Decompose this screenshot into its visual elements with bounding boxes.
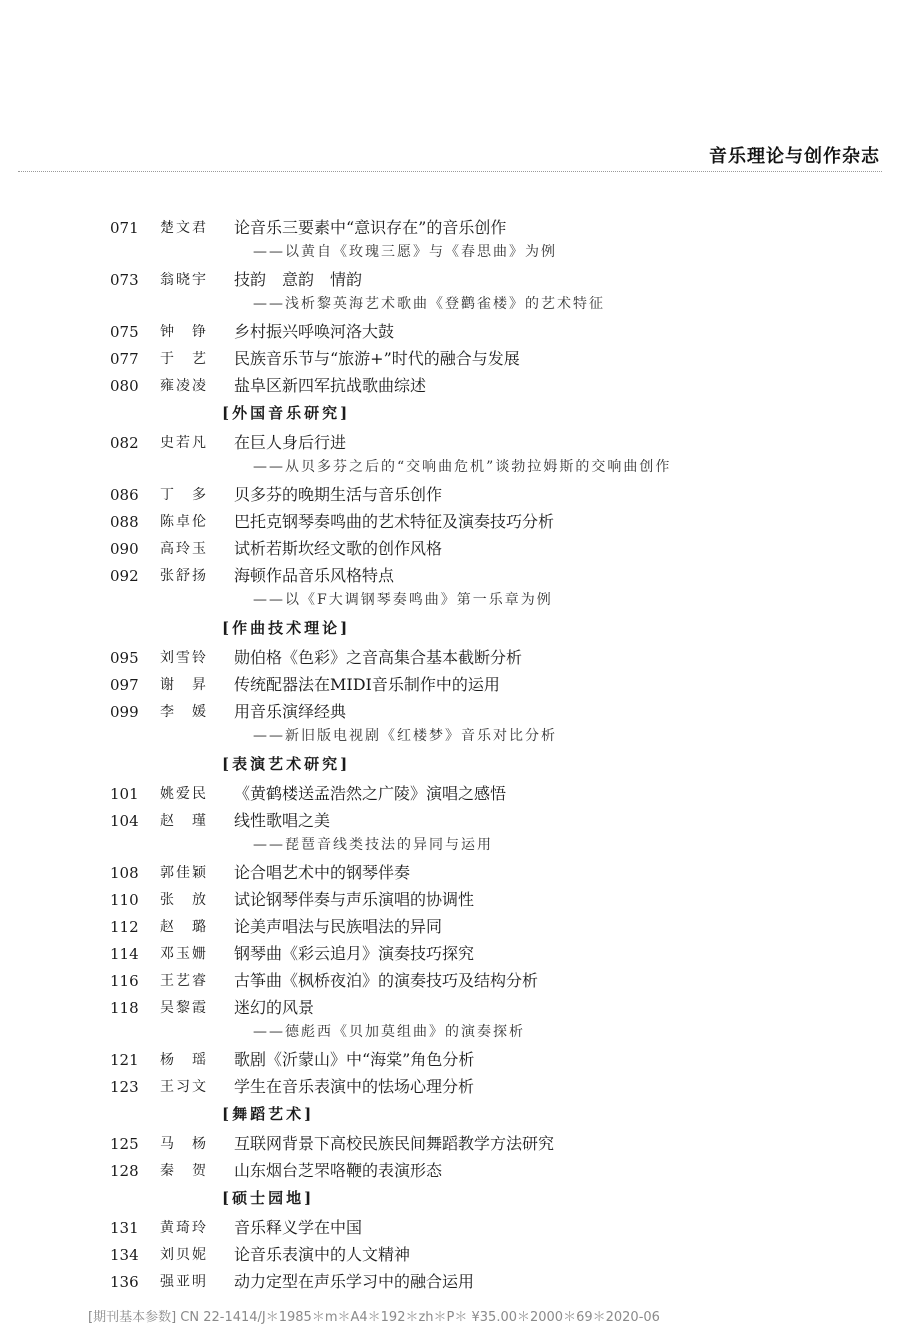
author-name: 雍凌凌	[160, 378, 208, 394]
section-heading	[0, 1185, 900, 1215]
page-number: 077	[110, 350, 139, 368]
article-subtitle: ——以黄自《玫瑰三愿》与《春思曲》为例	[253, 244, 557, 260]
author-name: 黄琦玲	[160, 1220, 208, 1236]
page-number: 086	[110, 486, 139, 504]
article-subtitle: ——琵琶音线类技法的异同与运用	[253, 837, 493, 853]
article-title: 论音乐三要素中“意识存在”的音乐创作	[234, 218, 507, 237]
toc-entry[interactable]	[0, 995, 900, 1047]
author-name: 郭佳颖	[160, 865, 208, 881]
article-title: 巴托克钢琴奏鸣曲的艺术特征及演奏技巧分析	[234, 512, 555, 531]
page-number: 092	[110, 567, 139, 585]
article-title: 试论钢琴伴奏与声乐演唱的协调性	[234, 890, 475, 909]
article-title: 山东烟台芝罘咯鞭的表演形态	[234, 1161, 443, 1180]
author-name: 刘贝妮	[160, 1247, 208, 1263]
journal-title: 音乐理论与创作杂志	[709, 146, 880, 167]
author-name: 杨 瑶	[160, 1052, 208, 1068]
author-name: 翁晓宇	[160, 272, 208, 288]
author-name: 谢 昇	[160, 677, 208, 693]
article-title: 《黄鹤楼送孟浩然之广陵》演唱之感悟	[234, 784, 507, 803]
author-name: 赵 璐	[160, 919, 208, 935]
toc-entry[interactable]	[0, 1158, 900, 1185]
author-name: 于 艺	[160, 351, 208, 367]
page-number: 118	[110, 999, 139, 1017]
article-title: 乡村振兴呼唤河洛大鼓	[234, 322, 395, 341]
author-name: 史若凡	[160, 435, 208, 451]
section-heading	[0, 751, 900, 781]
article-title: 钢琴曲《彩云追月》演奏技巧探究	[234, 944, 475, 963]
page-number: 075	[110, 323, 139, 341]
article-title: 传统配器法在MIDI音乐制作中的运用	[234, 675, 500, 694]
section-heading	[0, 400, 900, 430]
page-number: 097	[110, 676, 139, 694]
article-title: 贝多芬的晚期生活与音乐创作	[234, 485, 443, 504]
author-name: 丁 多	[160, 487, 208, 503]
page-number: 114	[110, 945, 139, 963]
article-subtitle: ——浅析黎英海艺术歌曲《登鹳雀楼》的艺术特征	[253, 296, 605, 312]
section-heading-label: [作曲技术理论]	[222, 619, 351, 637]
page-number: 082	[110, 434, 139, 452]
author-name: 吴黎霞	[160, 1000, 208, 1016]
toc-entry[interactable]	[0, 887, 900, 914]
toc-entry[interactable]	[0, 1269, 900, 1296]
author-name: 刘雪铃	[160, 650, 208, 666]
page-number: 131	[110, 1219, 139, 1237]
article-title: 论音乐表演中的人文精神	[234, 1245, 411, 1264]
toc-entry[interactable]	[0, 1047, 900, 1074]
section-heading-label: [表演艺术研究]	[222, 755, 351, 773]
page-number: 080	[110, 377, 139, 395]
article-title: 线性歌唱之美	[234, 811, 331, 830]
author-name: 王艺睿	[160, 973, 208, 989]
article-title: 海顿作品音乐风格特点	[234, 566, 395, 585]
toc-entry[interactable]	[0, 536, 900, 563]
author-name: 张 放	[160, 892, 208, 908]
section-heading-label: [外国音乐研究]	[222, 404, 351, 422]
author-name: 姚爱民	[160, 786, 208, 802]
page-number: 134	[110, 1246, 139, 1264]
author-name: 秦 贺	[160, 1163, 208, 1179]
page-number: 108	[110, 864, 139, 882]
article-title: 勋伯格《色彩》之音高集合基本截断分析	[234, 648, 523, 667]
article-title: 试析若斯坎经文歌的创作风格	[234, 539, 443, 558]
author-name: 赵 瑾	[160, 813, 208, 829]
author-name: 楚文君	[160, 220, 208, 236]
article-title: 在巨人身后行进	[234, 433, 347, 452]
article-title: 技韵 意韵 情韵	[234, 270, 363, 289]
page-number: 123	[110, 1078, 139, 1096]
toc-entry[interactable]	[0, 215, 900, 267]
toc-entry[interactable]	[0, 860, 900, 887]
article-subtitle: ——从贝多芬之后的“交响曲危机”谈勃拉姆斯的交响曲创作	[253, 459, 672, 475]
author-name: 邓玉姗	[160, 946, 208, 962]
section-heading-label: [舞蹈艺术]	[222, 1105, 315, 1123]
article-subtitle: ——新旧版电视剧《红楼梦》音乐对比分析	[253, 728, 557, 744]
page-number: 090	[110, 540, 139, 558]
article-title: 用音乐演绎经典	[234, 702, 347, 721]
toc-entry[interactable]	[0, 373, 900, 400]
page-number: 088	[110, 513, 139, 531]
page-number: 128	[110, 1162, 139, 1180]
article-subtitle: ——以《F大调钢琴奏鸣曲》第一乐章为例	[253, 592, 553, 608]
toc-entry[interactable]	[0, 509, 900, 536]
toc-entry[interactable]	[0, 968, 900, 995]
author-name: 钟 铮	[160, 324, 208, 340]
toc-entry[interactable]	[0, 914, 900, 941]
author-name: 高玲玉	[160, 541, 208, 557]
article-title: 音乐释义学在中国	[234, 1218, 363, 1237]
page-number: 112	[110, 918, 139, 936]
toc-entry[interactable]	[0, 1215, 900, 1242]
toc-entry[interactable]	[0, 808, 900, 860]
toc-entry[interactable]	[0, 346, 900, 373]
author-name: 马 杨	[160, 1136, 208, 1152]
author-name: 张舒扬	[160, 568, 208, 584]
article-title: 学生在音乐表演中的怯场心理分析	[234, 1077, 475, 1096]
page-number: 104	[110, 812, 139, 830]
toc-entry[interactable]	[0, 267, 900, 319]
table-of-contents	[0, 215, 900, 1296]
toc-entry[interactable]	[0, 941, 900, 968]
article-title: 歌剧《沂蒙山》中“海棠”角色分析	[234, 1050, 475, 1069]
header-divider	[18, 171, 882, 172]
article-title: 论合唱艺术中的钢琴伴奏	[234, 863, 411, 882]
page-number: 110	[110, 891, 139, 909]
toc-entry[interactable]	[0, 563, 900, 615]
toc-entry[interactable]	[0, 1131, 900, 1158]
article-title: 互联网背景下高校民族民间舞蹈教学方法研究	[234, 1134, 555, 1153]
page-number: 101	[110, 785, 139, 803]
author-name: 陈卓伦	[160, 514, 208, 530]
toc-entry[interactable]	[0, 1074, 900, 1101]
article-title: 论美声唱法与民族唱法的异同	[234, 917, 443, 936]
toc-entry[interactable]	[0, 672, 900, 699]
page-number: 116	[110, 972, 139, 990]
toc-entry[interactable]	[0, 482, 900, 509]
section-heading	[0, 1101, 900, 1131]
page-number: 071	[110, 219, 139, 237]
section-heading-label: [硕士园地]	[222, 1189, 315, 1207]
page-number: 121	[110, 1051, 139, 1069]
article-title: 动力定型在声乐学习中的融合运用	[234, 1272, 475, 1291]
toc-entry[interactable]	[0, 699, 900, 751]
toc-entry[interactable]	[0, 430, 900, 482]
toc-entry[interactable]	[0, 645, 900, 672]
author-name: 李 媛	[160, 704, 208, 720]
article-title: 古筝曲《枫桥夜泊》的演奏技巧及结构分析	[234, 971, 539, 990]
toc-entry[interactable]	[0, 1242, 900, 1269]
toc-entry[interactable]	[0, 781, 900, 808]
article-subtitle: ——德彪西《贝加莫组曲》的演奏探析	[253, 1024, 525, 1040]
page-number: 125	[110, 1135, 139, 1153]
page-number: 073	[110, 271, 139, 289]
article-title: 盐阜区新四军抗战歌曲综述	[234, 376, 427, 395]
article-title: 民族音乐节与“旅游+”时代的融合与发展	[234, 349, 520, 368]
page-number: 099	[110, 703, 139, 721]
journal-parameters-footer: [期刊基本参数] CN 22-1414/J＊1985＊m＊A4＊192＊zh＊P＊ ¥35.00＊2000＊69＊2020-06	[88, 1310, 660, 1325]
toc-entry[interactable]	[0, 319, 900, 346]
author-name: 强亚明	[160, 1274, 208, 1290]
page-number: 095	[110, 649, 139, 667]
author-name: 王习文	[160, 1079, 208, 1095]
page-number: 136	[110, 1273, 139, 1291]
section-heading	[0, 615, 900, 645]
article-title: 迷幻的风景	[234, 998, 315, 1017]
